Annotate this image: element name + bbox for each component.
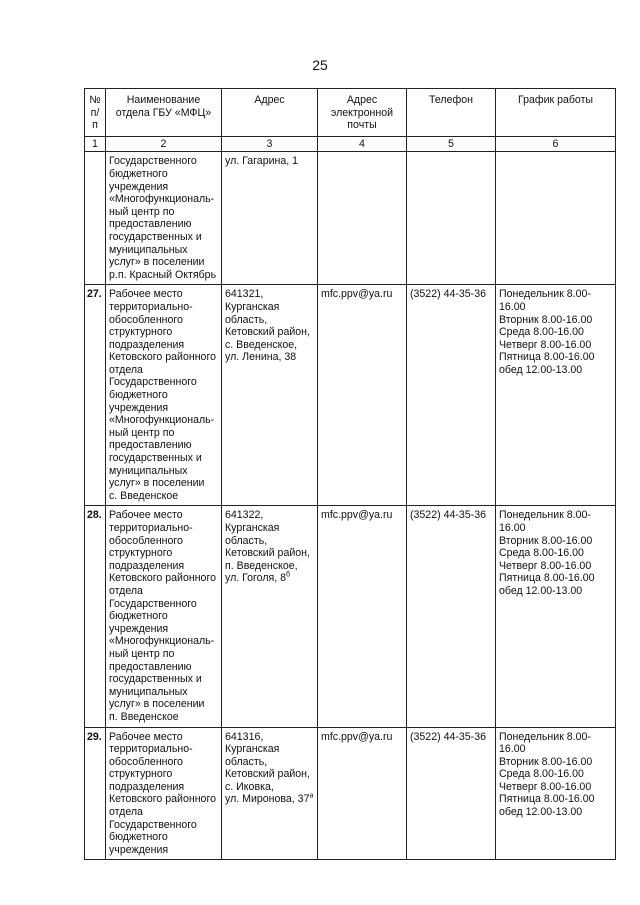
- row-phone-cell: (3522) 44-35-36: [407, 506, 496, 727]
- column-index-row: [85, 136, 616, 152]
- table-row: [85, 285, 616, 506]
- row-name-cell: Рабочее место территориально- обособленного структурного подразделения Кетовского районного отдела Государственного бюджетного учреждения «Многофункциональ- ный центр по предоставлению государственных и муниципальных услуг» в поселении п. Введенское: [106, 506, 222, 727]
- header-num: № п/п: [85, 89, 106, 137]
- address-text: 641321, Курганская область, Кетовский район, с. Введенское, ул. Ленина, 38: [225, 288, 310, 364]
- row-name-cell: Рабочее место территориально- обособленного структурного подразделения Кетовского районного отдела Государственного бюджетного учреждения: [106, 727, 222, 860]
- row-schedule-cell: Понедельник 8.00- 16.00 Вторник 8.00-16.00 Среда 8.00-16.00 Четверг 8.00-16.00 Пятница 8.00-16.00 обед 12.00-13.00: [496, 506, 616, 727]
- row-email-cell: [318, 152, 407, 285]
- row-email-cell: mfc.ppv@ya.ru: [318, 285, 407, 506]
- row-name-cell: Государственного бюджетного учреждения «Многофункциональ- ный центр по предоставлению государственных и муниципальных услуг» в поселении р.п. Красный Октябрь: [106, 152, 222, 285]
- address-superscript: а: [309, 792, 314, 800]
- column-index: 1: [85, 136, 106, 152]
- table-row: [85, 506, 616, 727]
- row-num-cell: 28.: [85, 506, 106, 727]
- table-header-row: [85, 89, 616, 137]
- row-phone-cell: (3522) 44-35-36: [407, 285, 496, 506]
- row-email-cell: mfc.ppv@ya.ru: [318, 506, 407, 727]
- row-schedule-cell: [496, 152, 616, 285]
- row-num-cell: 29.: [85, 727, 106, 860]
- table-row: [85, 727, 616, 860]
- row-phone-cell: (3522) 44-35-36: [407, 727, 496, 860]
- row-email-cell: mfc.ppv@ya.ru: [318, 727, 407, 860]
- row-schedule-cell: Понедельник 8.00- 16.00 Вторник 8.00-16.00 Среда 8.00-16.00 Четверг 8.00-16.00 Пятница 8.00-16.00 обед 12.00-13.00: [496, 727, 616, 860]
- row-phone-cell: [407, 152, 496, 285]
- header-phone: Телефон: [407, 89, 496, 137]
- row-name-cell: Рабочее место территориально- обособленного структурного подразделения Кетовского районного отдела Государственного бюджетного учреждения «Многофункциональ- ный центр по предоставлению государственных и муниципальных услуг» в поселении с. Введенское: [106, 285, 222, 506]
- header-name: Наименование отдела ГБУ «МФЦ»: [106, 89, 222, 137]
- row-address-cell: ул. Гагарина, 1: [222, 152, 318, 285]
- header-address: Адрес: [222, 89, 318, 137]
- row-address-cell: [222, 727, 318, 860]
- column-index: 2: [106, 136, 222, 152]
- address-text: 641316, Курганская область, Кетовский район, с. Иковка, ул. Миронова, 37: [225, 730, 310, 806]
- header-schedule: График работы: [496, 89, 616, 137]
- row-num-cell: 27.: [85, 285, 106, 506]
- column-index: 6: [496, 136, 616, 152]
- address-superscript: б: [286, 571, 291, 579]
- page-number: 25: [312, 57, 328, 73]
- row-address-cell: [222, 506, 318, 727]
- address-text: 641322, Курганская область, Кетовский район, п. Введенское, ул. Гоголя, 8: [225, 509, 310, 585]
- column-index: 4: [318, 136, 407, 152]
- table-row-continuation: [85, 152, 616, 285]
- row-address-cell: [222, 285, 318, 506]
- row-schedule-cell: Понедельник 8.00- 16.00 Вторник 8.00-16.00 Среда 8.00-16.00 Четверг 8.00-16.00 Пятница 8.00-16.00 обед 12.00-13.00: [496, 285, 616, 506]
- column-index: 5: [407, 136, 496, 152]
- header-email: Адрес электронной почты: [318, 89, 407, 137]
- row-num-cell: [85, 152, 106, 285]
- mfc-offices-table: [84, 88, 616, 860]
- column-index: 3: [222, 136, 318, 152]
